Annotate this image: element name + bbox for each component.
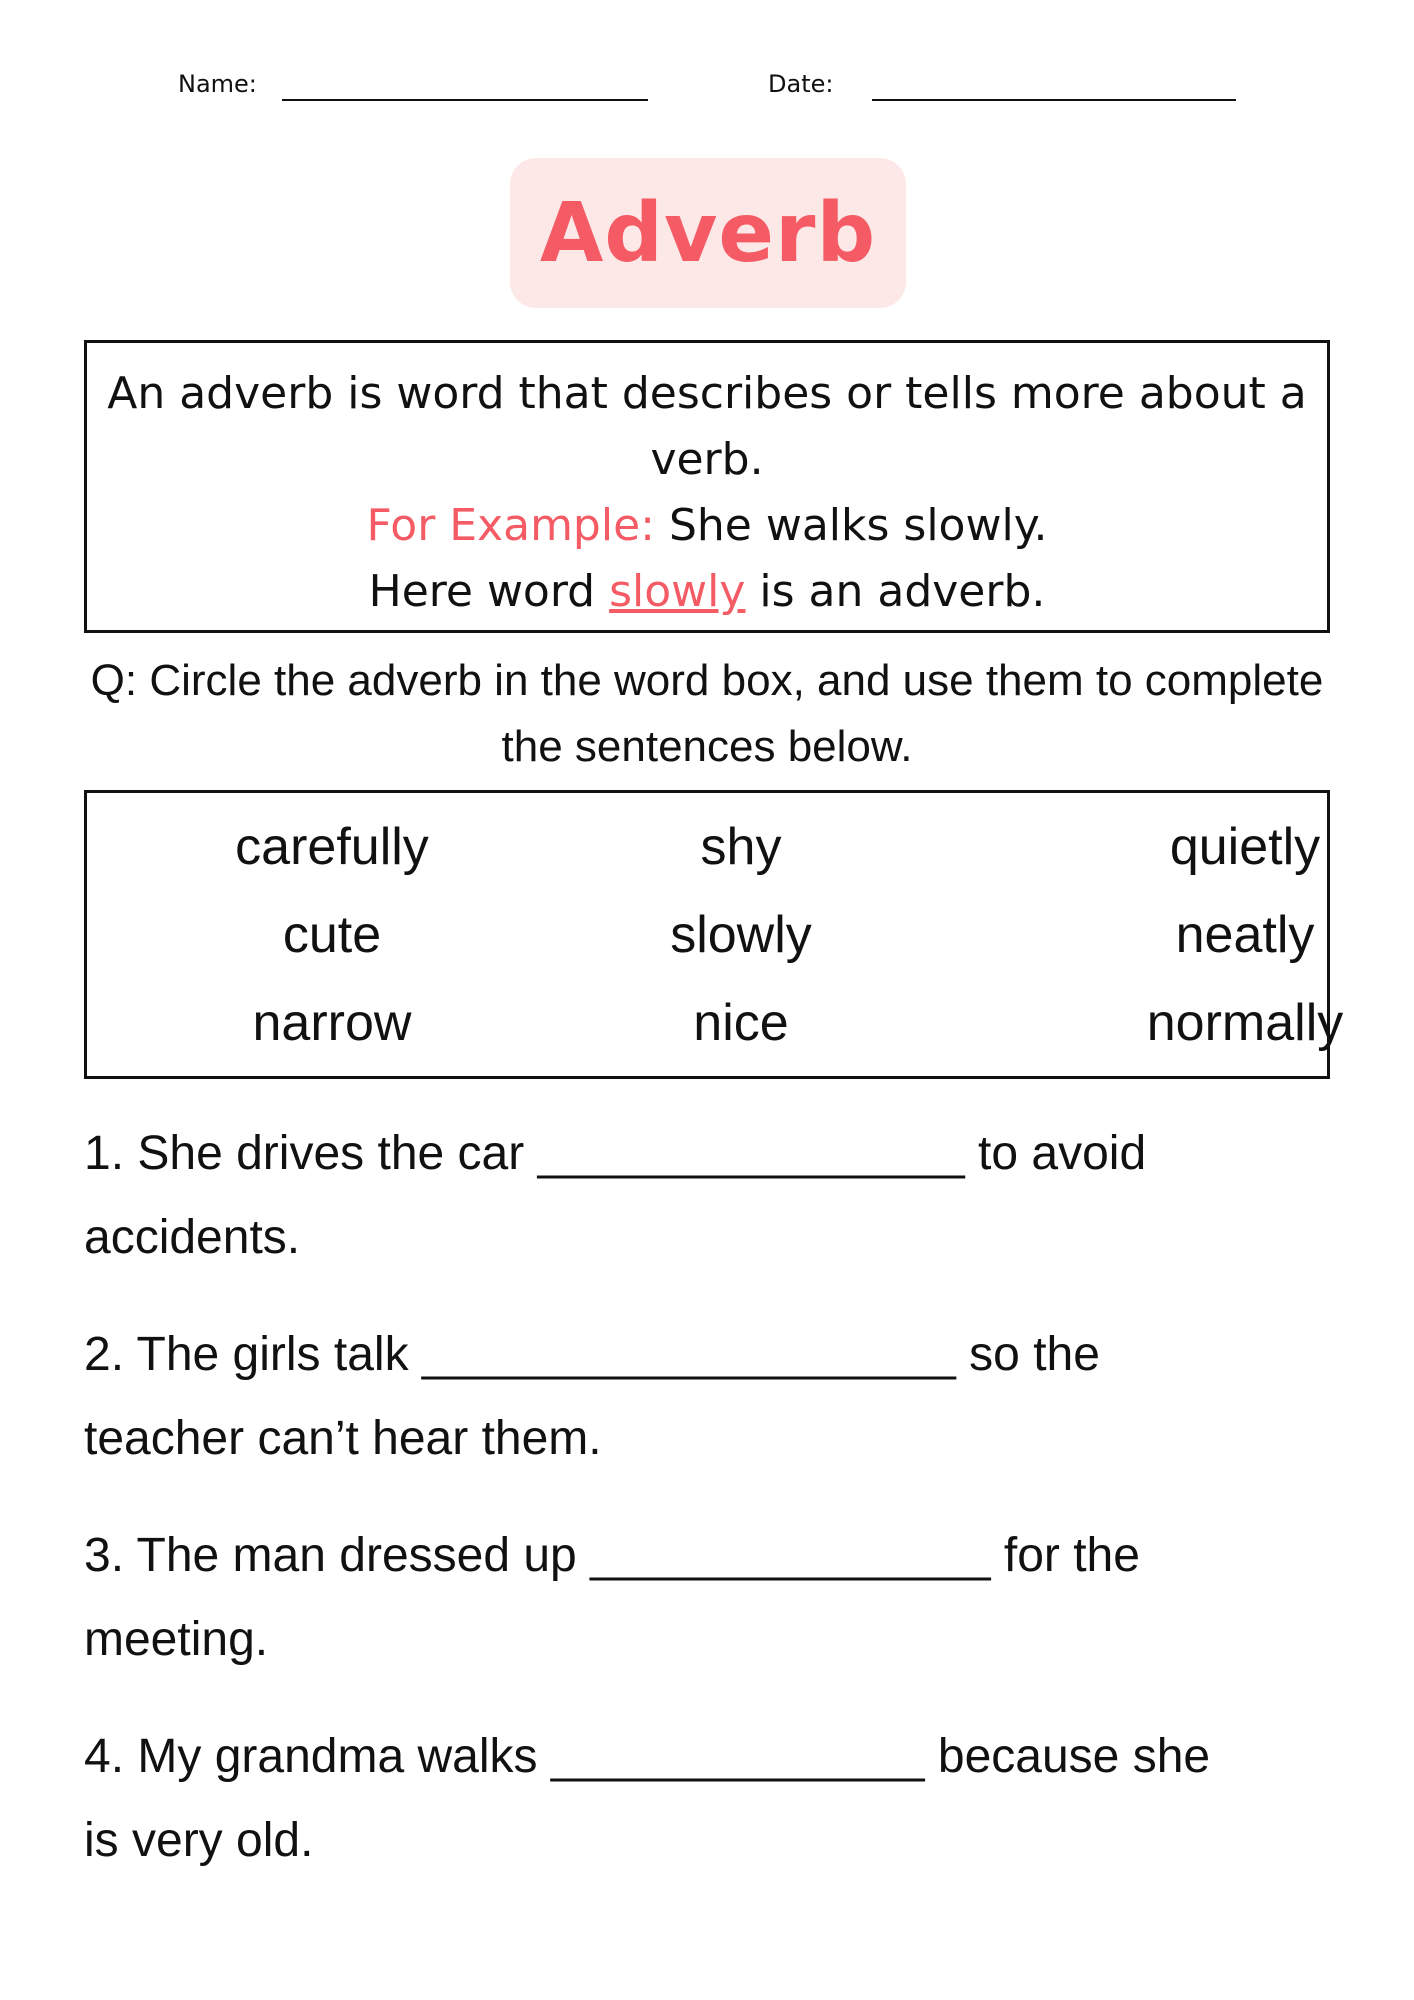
sentence-line: teacher can’t hear them.: [84, 1412, 602, 1465]
date-line[interactable]: [872, 99, 1236, 101]
word-item[interactable]: cute: [282, 906, 382, 964]
sentence-4[interactable]: [84, 1715, 1344, 1883]
title-banner: [510, 158, 906, 308]
definition-text: An adverb is word that describes or tells more about a verb.: [107, 368, 1307, 485]
explanation-prefix: Here word: [368, 566, 610, 617]
example-line: [87, 493, 1327, 559]
example-label: For Example:: [366, 500, 655, 551]
sentence-line: accidents.: [84, 1211, 301, 1264]
word-item[interactable]: carefully: [235, 818, 429, 876]
explanation-suffix: is an adverb.: [745, 566, 1046, 617]
sentence-line: 3. The man dressed up _______________ for the: [84, 1529, 1140, 1582]
sentence-line: is very old.: [84, 1814, 314, 1867]
name-label: Name:: [178, 70, 257, 98]
sentence-1[interactable]: [84, 1112, 1344, 1280]
word-item[interactable]: nice: [693, 994, 789, 1052]
highlighted-adverb: slowly: [609, 566, 746, 617]
sentence-2[interactable]: [84, 1313, 1344, 1481]
definition-box: [84, 340, 1330, 633]
explanation-line: [87, 559, 1327, 625]
word-item[interactable]: shy: [700, 818, 782, 876]
sentence-line: 4. My grandma walks ______________ because she: [84, 1730, 1211, 1783]
question-text: Q: Circle the adverb in the word box, and use them to complete the sentences below.: [90, 656, 1324, 771]
date-label: Date:: [768, 70, 834, 98]
sentence-line: 1. She drives the car ________________ to avoid: [84, 1127, 1147, 1180]
word-item[interactable]: neatly: [1175, 906, 1315, 964]
sentence-line: 2. The girls talk ____________________ so the: [84, 1328, 1100, 1381]
word-item[interactable]: normally: [1146, 994, 1344, 1052]
word-item[interactable]: quietly: [1169, 818, 1321, 876]
name-line[interactable]: [282, 99, 648, 101]
sentence-line: meeting.: [84, 1613, 269, 1666]
word-box: [84, 790, 1344, 1079]
word-item[interactable]: narrow: [252, 994, 412, 1052]
example-text: She walks slowly.: [654, 500, 1048, 551]
page-title: Adverb: [539, 185, 877, 281]
word-item[interactable]: slowly: [670, 906, 812, 964]
sentence-3[interactable]: [84, 1514, 1344, 1682]
